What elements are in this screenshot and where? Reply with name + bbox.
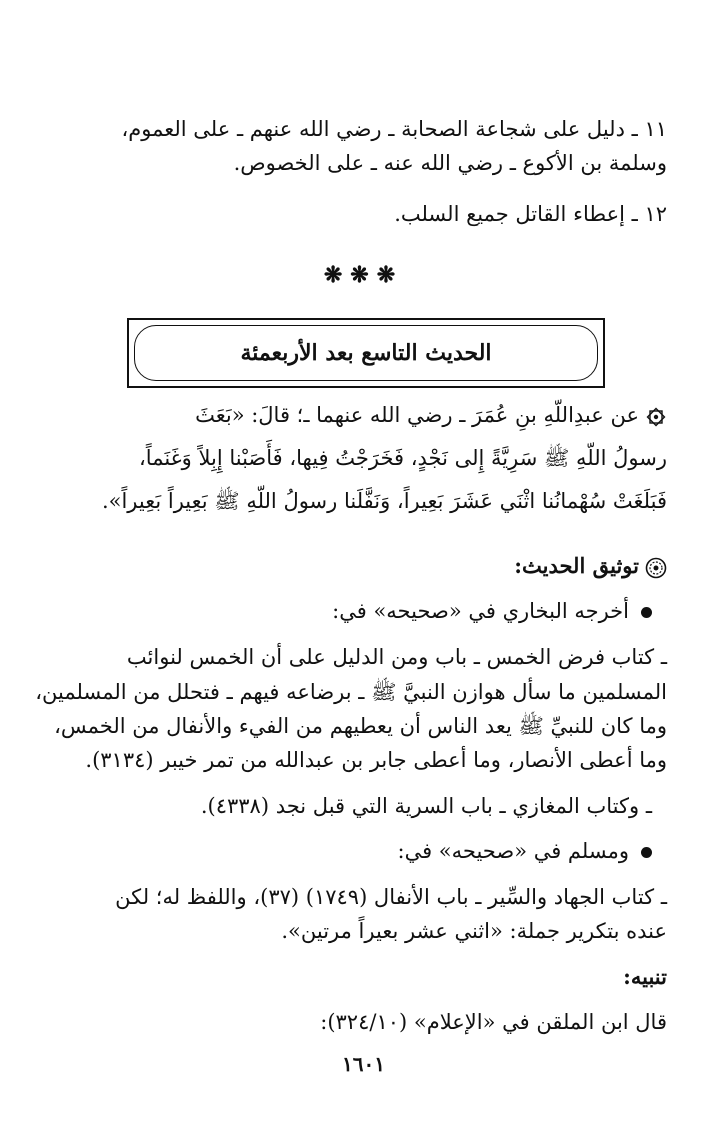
- muslim-line2: عنده بتكرير جملة: «اثني عشر بعيراً مرتين».: [281, 919, 667, 943]
- hadith-line1-text: عن عبدِاللّهِ بنِ عُمَرَ ـ رضي الله عنهما ـ؛ قالَ: «بَعَثَ: [195, 403, 639, 427]
- muslim-line1: ـ كتاب الجهاد والسِّير ـ باب الأنفال (١٧٤٩) (٣٧)، واللفظ له؛ لكن: [115, 885, 667, 909]
- bukhari-line2: المسلمين ما سأل هوازن النبيَّ ﷺ ـ برضاعه فيهم ـ فتحلل من المسلمين،: [35, 680, 667, 704]
- bukhari-intro: [60, 594, 652, 628]
- note-heading: تنبيه:: [623, 964, 667, 989]
- bukhari-intro-text: أخرجه البخاري في «صحيحه» في:: [332, 599, 629, 623]
- flower-ornament-icon: [645, 557, 667, 579]
- muslim-intro-text: ومسلم في «صحيحه» في:: [397, 839, 629, 863]
- hadith-title-frame: [127, 318, 605, 388]
- flower-ornament-icon: [645, 406, 667, 428]
- note-text: قال ابن الملقن في «الإعلام» (٣٢٤/١٠):: [320, 1010, 667, 1034]
- page-number: ١٦٠١: [342, 1052, 385, 1076]
- bukhari-maghazi: ـ وكتاب المغازي ـ باب السرية التي قبل نجد (٤٣٣٨).: [200, 794, 652, 818]
- point-12: ١٢ ـ إعطاء القاتل جميع السلب.: [394, 202, 667, 226]
- hadith-text-line1: [60, 398, 667, 432]
- point-11-line1: ١١ ـ دليل على شجاعة الصحابة ـ رضي الله عنهم ـ على العموم،: [121, 117, 667, 141]
- point-11-line2: وسلمة بن الأكوع ـ رضي الله عنه ـ على الخصوص.: [233, 151, 667, 175]
- bukhari-line3: وما كان للنبيِّ ﷺ يعد الناس أن يعطيهم من الفيء والأنفال من الخمس،: [54, 714, 667, 738]
- section-separator: ❋❋❋: [323, 262, 404, 288]
- hadith-title: الحديث التاسع بعد الأربعمئة: [134, 325, 598, 381]
- bullet-icon: [641, 847, 652, 858]
- hadith-text-line2: رسولُ اللّهِ ﷺ سَرِيَّةً إِلى نَجْدٍ، فَخَرَجْتُ فِيها، فَأَصَبْنا إِبِلاً وَغَنَماً،: [139, 446, 667, 470]
- documentation-heading: [60, 549, 667, 583]
- bukhari-line4: وما أعطى الأنصار، وما أعطى جابر بن عبدالله من تمر خيبر (٣١٣٤).: [85, 748, 667, 772]
- hadith-text-line3: فَبَلَغَتْ سُهْمانُنا اثْنَي عَشَرَ بَعِيراً، وَنَفَّلَنا رسولُ اللّهِ ﷺ بَعِيراً بَعِيراً».: [101, 489, 667, 513]
- bukhari-line1: ـ كتاب فرض الخمس ـ باب ومن الدليل على أن الخمس لنوائب: [126, 645, 667, 669]
- muslim-intro: [60, 834, 652, 868]
- bullet-icon: [641, 607, 652, 618]
- documentation-heading-text: توثيق الحديث:: [514, 553, 639, 578]
